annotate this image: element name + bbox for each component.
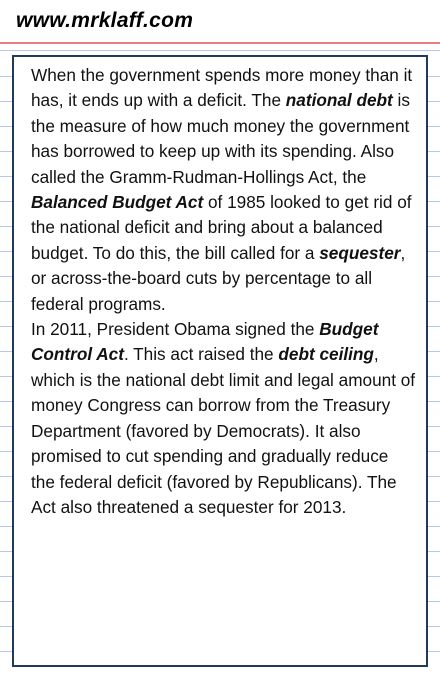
text-run: When the government spends more money than it has, it ends up with a deficit. The xyxy=(31,65,413,111)
text-run: . This act raised the xyxy=(123,344,279,365)
text-run: , which is the national debt limit and legal amount of money Congress can borrow from the Treasury Department (favored by Democrats). It also promised to cut spending and gradually reduce the federal deficit (favored by Republicans). The Act also threatened a sequester for 2013. xyxy=(31,344,416,517)
key-term: sequester xyxy=(319,242,401,263)
key-term: national debt xyxy=(285,90,393,111)
key-term: Balanced Budget Act xyxy=(31,192,204,213)
paragraph-budget-control-act xyxy=(31,317,416,520)
text-run: of 1985 looked to get rid of the national deficit and bring about a balanced budget. To do this, the bill called for a xyxy=(31,192,412,263)
site-url-header: www.mrklaff.com xyxy=(16,9,194,32)
key-term: Budget Control Act xyxy=(31,319,379,365)
paragraph-deficit xyxy=(31,63,416,317)
text-run: is the measure of how much money the government has borrowed to keep up with its spending. Also called the Gramm-Rudman-Hollings Act, the xyxy=(31,90,410,187)
margin-rule xyxy=(0,42,440,44)
text-panel xyxy=(12,55,428,667)
key-term: debt ceiling xyxy=(278,344,374,365)
text-run: In 2011, President Obama signed the xyxy=(31,319,320,340)
text-run: , or across-the-board cuts by percentage to all federal programs. xyxy=(31,242,406,314)
